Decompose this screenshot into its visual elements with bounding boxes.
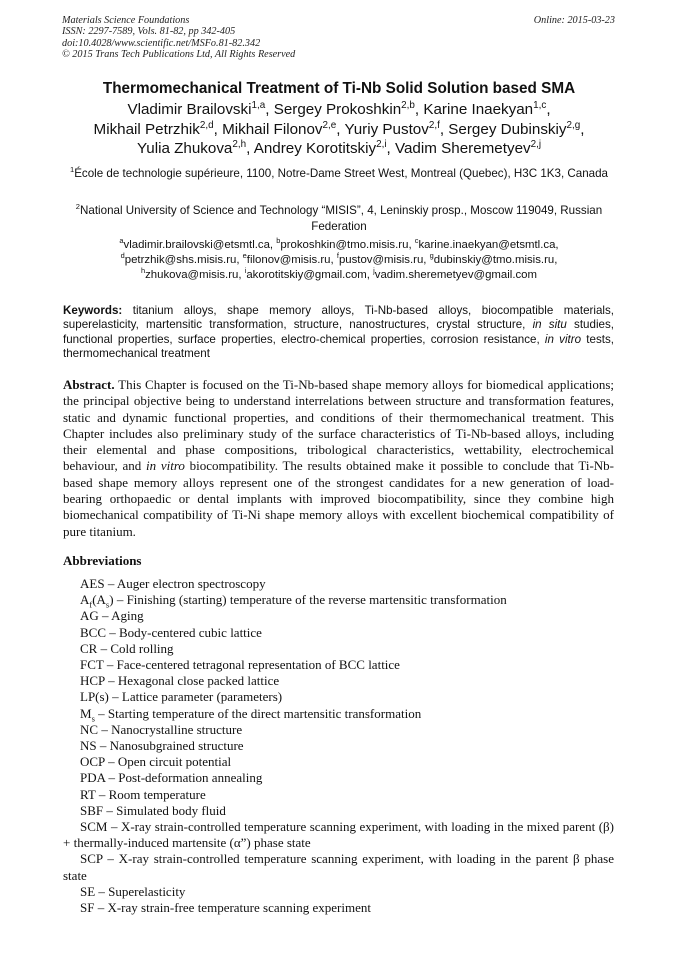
author: Sergey Prokoshkin [273,101,402,118]
abbreviation-term: AG [80,608,99,624]
affiliation-text: National University of Science and Technology “MISIS”, 4, Leninskiy prosp., Moscow 119049, Russian Federation [80,204,603,233]
abbreviation-item [63,770,614,786]
abbreviation-item [63,673,614,689]
abbreviation-term: $M_s$ [80,705,95,724]
abstract-text: This Chapter is focused on the Ti-Nb-based shape memory alloys for biomedical applications; the principal objective being to understand interrelations between structure and transformation features, static and dynamic functional properties, and conditions of their thermomechanical treatment. This Chapter includes also preliminary study of the surface characteristics of Ti-Nb-based alloys, including their elemental and phase compositions, tribological characteristics, wettability, electrochemical behaviour, and [63,377,614,474]
email-link[interactable]: zhukova@misis.ru [145,268,239,281]
email-sup: g [429,251,434,260]
abbreviation-term: SCP [80,851,103,867]
abbreviation-item [63,722,614,738]
doi-line: doi:10.4028/www.scientific.net/MSFo.81-82.342 [62,37,261,49]
author: Karine Inaekyan [423,101,534,118]
email-sup: e [242,251,247,260]
abbreviations-heading: Abbreviations [63,553,142,568]
abbreviation-term: SF [80,900,95,916]
abbreviation-term: NS [80,738,97,754]
email-sup: a [119,236,124,246]
abbreviation-item [63,819,614,851]
paper-title: Thermomechanical Treatment of Ti-Nb Solid Solution based SMA [102,80,576,97]
author: Mikhail Filonov [222,120,323,138]
email-link[interactable]: filonov@misis.ru [246,253,331,266]
author: Yulia Zhukova [136,140,233,157]
abbreviations-list [63,576,614,916]
abbreviation-item [63,754,614,770]
abbreviation-item [63,576,614,592]
abbreviation-term: LP(s) [80,689,109,705]
abbreviation-term: RT [80,786,96,802]
abbreviation-term: HCP [80,673,105,689]
email-list [60,238,618,282]
abbreviation-definition: – Finishing (starting) temperature of the reverse martensitic transformation [113,592,507,608]
abbreviation-item [63,625,614,641]
email-sup: h [140,265,146,275]
email-line-1: $^a$vladimir.brailovski@etsmtl.ca, $^b$prokoshkin@tmo.misis.ru, $^c$karine.inaekyan@etsmtl.ca, [119,236,559,251]
abbreviation-definition: – Lattice parameter (parameters) [108,689,283,705]
author-sup: 2,i [376,138,387,150]
abbreviation-definition: – Post-deformation annealing [105,770,263,786]
abbreviation-item [63,657,614,673]
abbreviation-definition: – Hexagonal close packed lattice [104,673,280,689]
abbreviation-definition: – Face-centered tetragonal representation of BCC lattice [103,657,400,673]
abbreviation-term: $A_f(A_s)$ [80,592,114,610]
abbreviation-term: NC [80,721,99,737]
abbreviation-term: SBF [80,802,104,818]
affiliation-text: École de technologie supérieure, 1100, Notre-Dame Street West, Montreal (Quebec), H3C 1K3, Canada [74,167,608,180]
email-sup: c [414,236,419,246]
abbreviation-definition: – Body-centered cubic lattice [106,624,262,640]
author-line-2: Mikhail Petrzhik$^{2,d}$, Mikhail Filonov$^{2,e}$, Yuriy Pustov$^{2,f}$, Sergey Dubinskiy$^{2,g}$, [93,119,585,138]
email-link[interactable]: dubinskiy@tmo.misis.ru [433,253,555,266]
author-sup: 2,h [232,138,247,150]
journal-header [62,15,615,61]
abbreviation-term: CR [80,640,98,656]
abbreviation-definition: – Simulated body fluid [103,802,226,818]
keywords-text: studies, functional properties, surface properties, electro-chemical properties, corrosion resistance, [63,318,614,346]
abbreviation-definition: – X-ray strain-controlled temperature scanning experiment, with loading in the mixed parent (β) + thermally-induced martensite (α”) phase state [63,819,614,851]
abstract-text: biocompatibility. The results obtained make it possible to conclude that Ti-Nb-based shape memory alloys represent one of the strongest candidates for a new generation of load-bearing orthopaedic or dental implants with improved biocompatibility, since they combine high biomechanical compatibility of Ti-Ni shape memory alloys with excellent biochemical compatibility of pure titanium. [63,458,615,539]
abbreviation-item [63,884,614,900]
abbreviation-item [63,608,614,624]
abbreviation-term: FCT [80,657,104,673]
abbreviation-term: AES [80,576,105,591]
affiliation-sup: 1 [69,165,75,175]
abbreviation-item [63,706,614,722]
abbreviation-definition: – Aging [98,608,144,624]
affiliation-1 [60,166,618,182]
email-link[interactable]: karine.inaekyan@etsmtl.ca [418,239,556,251]
abbreviation-definition: – Starting temperature of the direct martensitic transformation [94,705,422,721]
abbreviation-item [63,738,614,754]
abbreviation-definition: – X-ray strain-controlled temperature scanning experiment, with loading in the parent β phase state [63,851,614,883]
abbreviation-definition: – Nanosubgrained structure [96,738,244,754]
abbreviation-definition: – Nanocrystalline structure [98,721,243,737]
keywords-label: Keywords: [63,304,123,317]
keywords-italic: in vitro [544,332,582,346]
author-sup: 2,g [566,119,581,131]
email-sup: f [336,251,339,260]
abbreviation-item [63,641,614,657]
email-line-2: $^d$petrzhik@shs.misis.ru, $^e$filonov@misis.ru, $^f$pustov@misis.ru, $^g$dubinskiy@tmo.misis.ru, [120,251,558,266]
author-list [40,100,638,159]
abbreviation-definition: – Room temperature [95,786,206,802]
abbreviation-definition: – Cold rolling [97,640,174,656]
email-link[interactable]: akorotitskiy@gmail.com [246,268,367,281]
author-sup: 2,j [530,138,542,150]
abbreviation-definition: – Auger electron spectroscopy [104,576,266,591]
author: Mikhail Petrzhik [93,120,200,138]
abbreviation-item [63,851,614,883]
email-sup: d [120,251,125,260]
author-sup: 1,c [533,99,547,111]
abbreviation-term: SCM [80,819,108,835]
author-sup: 2,d [199,119,214,131]
abbreviation-term: SE [80,883,96,899]
email-link[interactable]: pustov@misis.ru [338,253,424,266]
author: Vladimir Brailovski [127,101,252,118]
author-line-1: Vladimir Brailovski$^{1,a}$, Sergey Prokoshkin$^{2,b}$, Karine Inaekyan$^{1,c}$, [127,99,551,118]
abbreviation-item [63,592,614,608]
abstract-label: Abstract. [63,377,115,392]
online-date: Online: 2015-03-23 [533,15,615,26]
keywords-section [63,304,614,362]
affiliation-2 [60,203,618,234]
abbreviation-item [63,803,614,819]
abbreviation-item [63,787,614,803]
abbreviation-definition: – Superelasticity [95,883,186,899]
abbreviation-term: BCC [80,624,107,640]
abbreviation-definition: – Open circuit potential [104,754,232,770]
abstract-italic: in vitro [145,458,185,474]
author-sup: 2,e [322,119,337,131]
abbreviation-item [63,900,614,916]
abbreviation-item [63,689,614,705]
email-link[interactable]: prokoshkin@tmo.misis.ru [280,239,409,251]
author: Yuriy Pustov [344,120,429,138]
author: Andrey Korotitskiy [253,140,377,157]
keywords-italic: in situ [532,318,567,332]
abstract-section [63,377,614,540]
abbreviation-term: OCP [80,754,105,770]
abbreviation-definition: – X-ray strain-free temperature scanning experiment [94,900,371,916]
email-sup: b [276,236,281,246]
copyright-line: © 2015 Trans Tech Publications Ltd, All Rights Reserved [62,49,296,61]
author-sup: 1,a [251,99,266,111]
email-sup: j [373,265,375,275]
issn-line: ISSN: 2297-7589, Vols. 81-82, pp 342-405 [62,26,236,38]
email-link[interactable]: petrzhik@shs.misis.ru [124,253,237,266]
email-link[interactable]: vladimir.brailovski@etsmtl.ca [123,239,270,251]
journal-name: Materials Science Foundations [62,15,190,26]
abbreviation-term: PDA [80,770,106,786]
keywords-text: tests, thermomechanical treatment [63,332,614,361]
author-sup: 2,f [428,119,440,131]
author: Sergey Dubinskiy [448,120,567,138]
author: Vadim Sheremetyev [394,140,531,157]
email-link[interactable]: vadim.sheremetyev@gmail.com [374,268,538,281]
author-sup: 2,b [401,99,415,111]
email-line-3: $^h$zhukova@misis.ru, $^i$akorotitskiy@gmail.com, $^j$vadim.sheremetyev@gmail.com [140,265,538,281]
author-line-3: Yulia Zhukova$^{2,h}$, Andrey Korotitskiy$^{2,i}$, Vadim Sheremetyev$^{2,j}$ [136,138,542,157]
keywords-text: titanium alloys, shape memory alloys, Ti-Nb-based alloys, biocompatible materials, superelasticity, martensitic transformation, structure, nanostructures, crystal structure, [63,304,614,332]
affiliation-sup: 2 [75,202,80,212]
email-sup: i [244,265,247,275]
